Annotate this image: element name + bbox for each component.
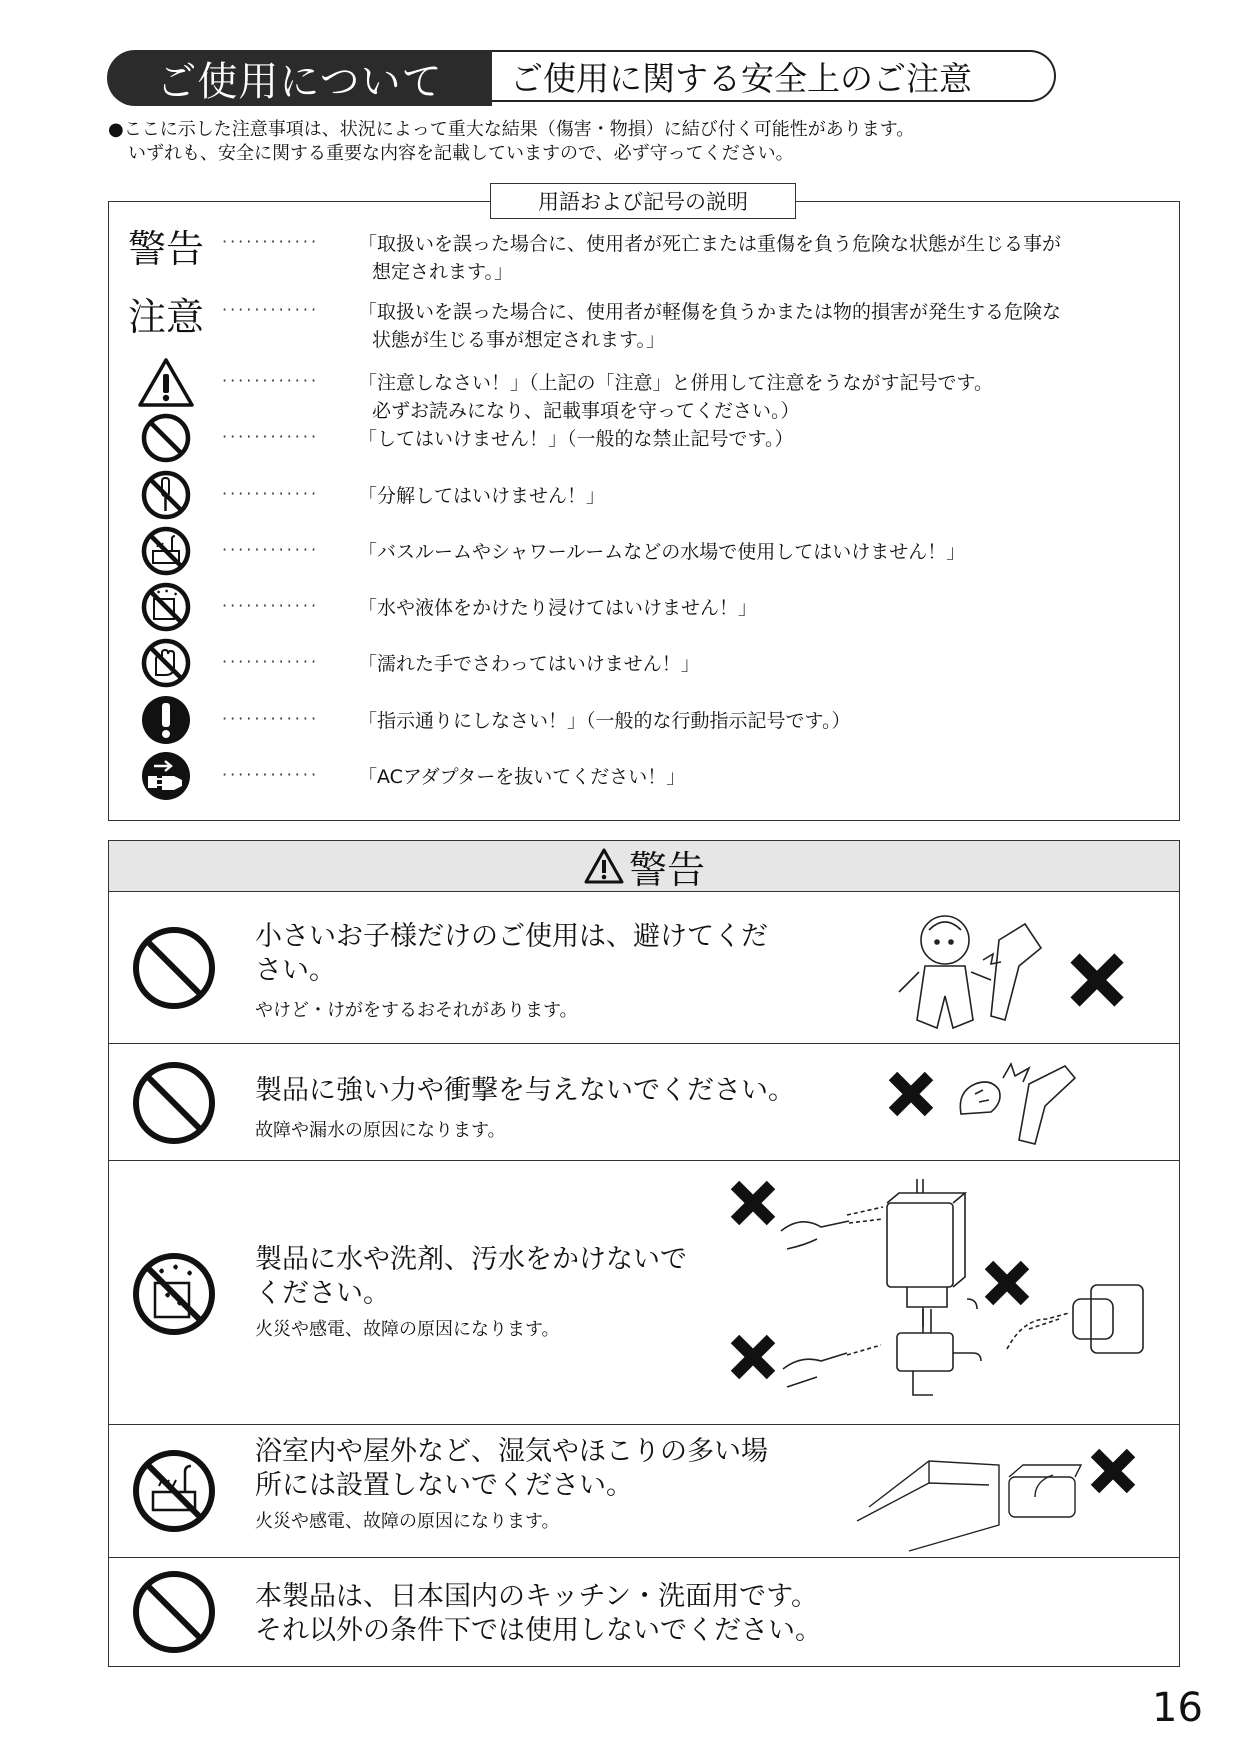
warning-desc: 故障や漏水の原因になります。 (255, 1120, 506, 1141)
warning-title: 浴室内や屋外など、湿気やほこりの多い場 (255, 1436, 768, 1467)
warning-row-children (109, 892, 1179, 1044)
legend-text-cont: 状態が生じる事が想定されます。」 (372, 329, 665, 351)
no-water-icon (118, 582, 214, 632)
warning-word: 警告 (127, 227, 204, 271)
legend-title-text: 用語および記号の説明 (538, 190, 748, 214)
warning-title-cont: 所には設置しないでください。 (255, 1470, 633, 1501)
page-number: 16 (1152, 1685, 1203, 1731)
section-subtitle-box (484, 50, 1056, 102)
legend-row-caution (118, 286, 1168, 351)
leader-dots: ············ (222, 709, 320, 728)
legend-row-no-disassembly (118, 470, 1168, 520)
caution-word: 注意 (127, 295, 204, 339)
unplug-adapter-icon (118, 751, 214, 801)
prohibition-icon (131, 1060, 217, 1150)
caution-triangle-icon (118, 357, 214, 407)
caution-triangle-icon (583, 847, 625, 885)
legend-text: 「分解してはいけません！」 (358, 485, 606, 507)
bathroom-illustration (849, 1433, 1169, 1557)
warning-title: 製品に強い力や衝撃を与えないでください。 (255, 1075, 795, 1106)
warning-title: 本製品は、日本国内のキッチン・洗面用です。 (255, 1581, 818, 1612)
section-title-box (107, 50, 492, 106)
warning-heading (109, 841, 1179, 892)
legend-row-prohibition (118, 413, 1168, 463)
legend-text: 「濡れた手でさわってはいけません！」 (358, 653, 700, 675)
warning-desc: 火災や感電、故障の原因になります。 (255, 1319, 560, 1340)
prohibition-icon (131, 1569, 217, 1659)
section-subtitle: ご使用に関する安全上のご注意 (510, 58, 972, 98)
intro-line-2: いずれも、安全に関する重要な内容を記載していますので、必ず守ってください。 (128, 143, 794, 164)
legend-row-warning (118, 218, 1168, 283)
legend-row-unplug (118, 751, 1168, 801)
no-disassembly-icon (118, 470, 214, 520)
no-bathroom-icon (131, 1448, 217, 1538)
legend-row-no-water (118, 582, 1168, 632)
legend-text: 「指示通りにしなさい！」（一般的な行動指示記号です。） (358, 710, 851, 732)
legend-text-cont: 想定されます。」 (372, 261, 513, 283)
legend-text-cont: 必ずお読みになり、記載事項を守ってください。） (372, 400, 800, 422)
warning-row-water (109, 1161, 1179, 1425)
warning-title-cont: さい。 (255, 955, 336, 986)
legend-text: 「バスルームやシャワールームなどの水場で使用してはいけません！」 (358, 541, 966, 563)
warning-title: 小さいお子様だけのご使用は、避けてくだ (255, 921, 768, 952)
legend-text: 「してはいけません！」（一般的な禁止記号です。） (358, 428, 794, 450)
legend-row-no-bathroom (118, 526, 1168, 576)
section-title: ご使用について (156, 58, 443, 105)
no-wet-hands-icon (118, 638, 214, 688)
leader-dots: ············ (222, 540, 320, 559)
leader-dots: ············ (222, 484, 320, 503)
legend-text: 「ACアダプターを抜いてください！」 (358, 766, 686, 788)
child-illustration (879, 900, 1159, 1044)
legend-title (490, 183, 796, 219)
leader-dots: ············ (222, 765, 320, 784)
warning-heading-text: 警告 (628, 847, 705, 892)
warning-row-domestic (109, 1558, 1179, 1666)
leader-dots: ············ (222, 596, 320, 615)
warning-row-impact (109, 1044, 1179, 1161)
warning-title-cont: ください。 (255, 1278, 390, 1309)
warning-row-humidity (109, 1425, 1179, 1558)
intro-line-1: ●ここに示した注意事項は、状況によって重大な結果（傷害・物損）に結び付く可能性があります。 (108, 119, 915, 140)
legend-text: 「注意しなさい！」（上記の「注意」と併用して注意をうながす記号です。 (358, 372, 993, 394)
prohibition-icon (131, 925, 217, 1015)
water-illustration (727, 1169, 1167, 1423)
no-bathroom-icon (118, 526, 214, 576)
legend-text: 「水や液体をかけたり浸けてはいけません！」 (358, 597, 758, 619)
warning-desc: 火災や感電、故障の原因になります。 (255, 1511, 560, 1532)
no-water-icon (131, 1251, 217, 1341)
warning-title: 製品に水や洗剤、汚水をかけないで (255, 1244, 687, 1275)
legend-row-mandatory (118, 695, 1168, 745)
leader-dots: ············ (222, 427, 320, 446)
legend-text: 「取扱いを誤った場合に、使用者が死亡または重傷を負う危険な状態が生じる事が (358, 233, 1062, 255)
warning-desc: やけど・けがをするおそれがあります。 (255, 1000, 578, 1021)
warning-title-cont: それ以外の条件下では使用しないでください。 (255, 1615, 822, 1646)
legend-row-triangle (118, 357, 1168, 422)
mandatory-action-icon (118, 695, 214, 745)
prohibition-icon (118, 413, 214, 463)
legend-text: 「取扱いを誤った場合に、使用者が軽傷を負うかまたは物的損害が発生する危険な (358, 301, 1062, 323)
impact-illustration (879, 1054, 1099, 1153)
legend-row-no-wet-hands (118, 638, 1168, 688)
leader-dots: ············ (222, 371, 320, 390)
leader-dots: ············ (222, 652, 320, 671)
leader-dots: ············ (222, 300, 320, 319)
leader-dots: ············ (222, 232, 320, 251)
